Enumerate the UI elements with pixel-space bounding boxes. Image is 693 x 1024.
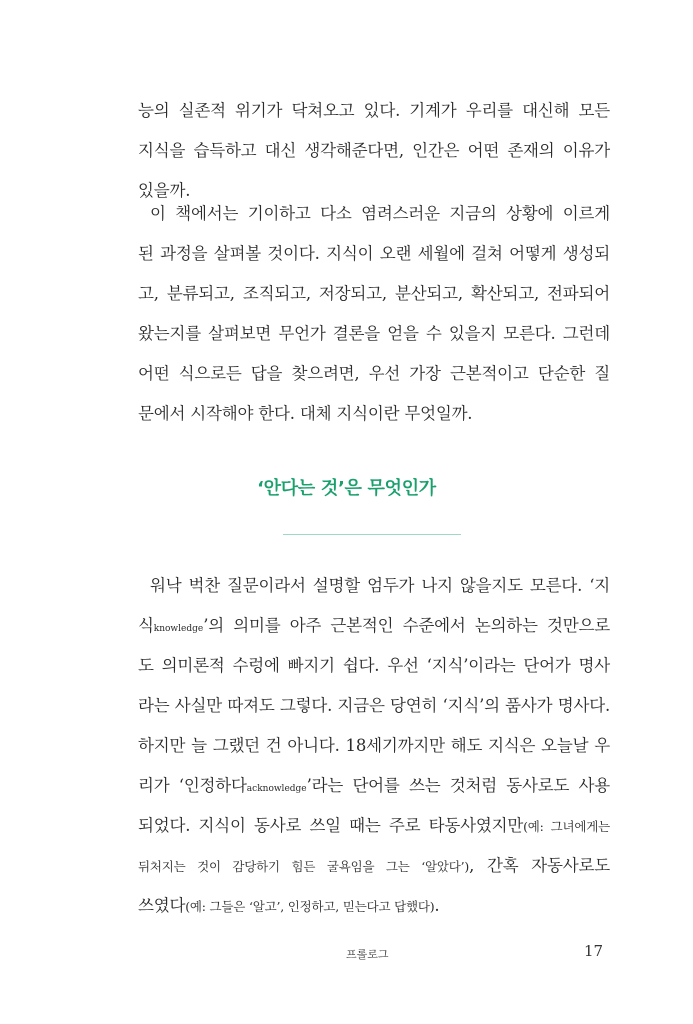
text-line: 라는 사실만 따져도 그렇다. 지금은 당연히 ‘지식’의 품사가 명사다. — [138, 696, 610, 715]
example-note: (예: 그녀에게는 — [523, 819, 610, 834]
text-line: 워낙 벅찬 질문이라서 설명할 엄두가 나지 않을지도 모른다. ‘지 — [150, 576, 610, 595]
paragraph-intro — [138, 194, 610, 434]
paragraph-continuation — [138, 91, 610, 211]
text-line — [138, 846, 610, 886]
example-note: 뒤처지는 것이 감당하기 힘든 굴욕임을 그는 ‘알았다’) — [138, 859, 470, 874]
text-run: 리가 ‘인정하다 — [138, 776, 247, 795]
text-line: 어떤 식으로든 답을 찾으려면, 우선 가장 근본적이고 단순한 질 — [138, 364, 610, 383]
page-number: 17 — [584, 942, 604, 960]
text-line: 이 책에서는 기이하고 다소 염려스러운 지금의 상황에 이르게 — [150, 204, 610, 223]
text-line: 능의 실존적 위기가 닥쳐오고 있다. 기계가 우리를 대신해 모든 — [138, 101, 610, 120]
text-line — [138, 766, 610, 806]
english-gloss: knowledge — [153, 624, 204, 634]
paragraph-knowledge — [138, 566, 610, 926]
text-line: 있을까. — [138, 181, 191, 200]
text-run: ’의 의미를 아주 근본적인 수준에서 논의하는 것만으로 — [203, 616, 610, 635]
example-note: (예: 그들은 ‘알고’, 인정하고, 믿는다고 답했다) — [185, 899, 435, 914]
text-line — [138, 886, 610, 926]
text-line: 지식을 습득하고 대신 생각해준다면, 인간은 어떤 존재의 이유가 — [138, 141, 610, 160]
text-line: 하지만 늘 그랬던 건 아니다. 18세기까지만 해도 지식은 오늘날 우 — [138, 736, 610, 755]
english-gloss: acknowledge — [246, 784, 307, 794]
text-line: 도 의미론적 수렁에 빠지기 쉽다. 우선 ‘지식’이라는 단어가 명사 — [138, 656, 610, 675]
section-heading: ‘안다는 것’은 무엇인가 — [257, 478, 436, 499]
text-run: 식 — [138, 616, 154, 635]
text-line — [138, 606, 610, 646]
text-line: 왔는지를 살펴보면 무언가 결론을 얻을 수 있을지 모른다. 그런데 — [138, 324, 610, 343]
text-run: ’라는 단어를 쓰는 것처럼 동사로도 사용 — [306, 776, 610, 795]
text-line: 문에서 시작해야 한다. 대체 지식이란 무엇일까. — [138, 404, 473, 423]
text-run: . — [434, 896, 440, 915]
heading-divider — [283, 534, 461, 535]
text-run: 쓰였다 — [138, 896, 186, 915]
text-run: , 간혹 자동사로도 — [469, 856, 610, 875]
running-footer-title: 프롤로그 — [346, 948, 389, 961]
text-line — [138, 806, 610, 846]
text-line: 된 과정을 살펴볼 것이다. 지식이 오랜 세월에 걸쳐 어떻게 생성되 — [138, 244, 610, 263]
text-run: 되었다. 지식이 동사로 쓰일 때는 주로 타동사였지만 — [138, 816, 524, 835]
text-line: 고, 분류되고, 조직되고, 저장되고, 분산되고, 확산되고, 전파되어 — [138, 284, 610, 303]
